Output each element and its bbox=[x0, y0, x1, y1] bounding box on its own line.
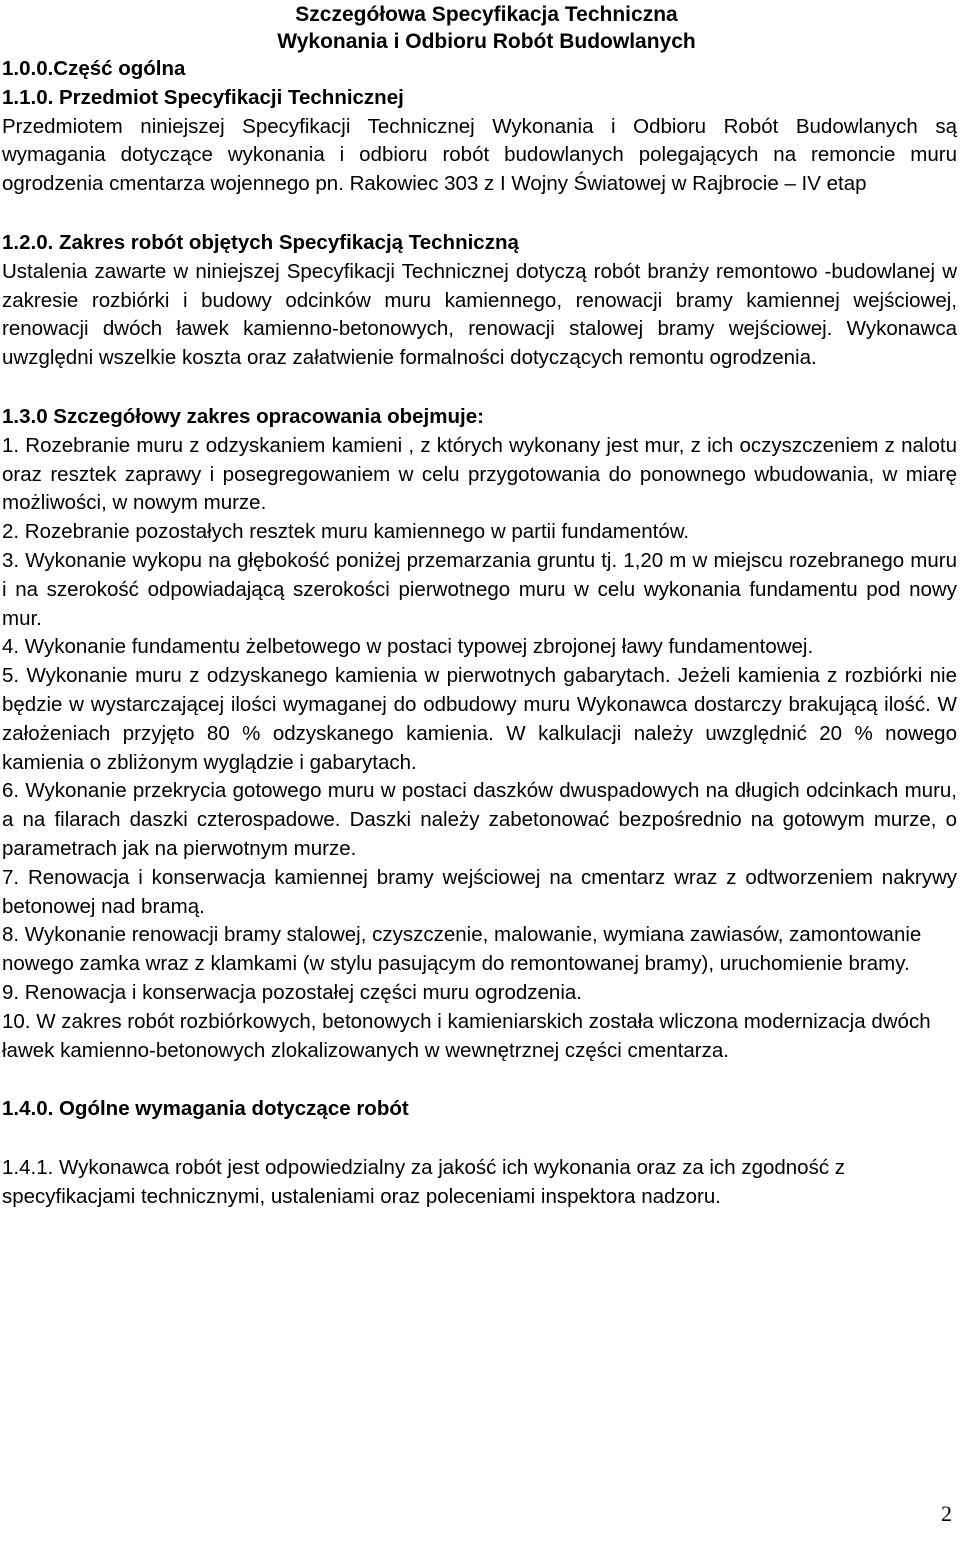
list-item: 6. Wykonanie przekrycia gotowego muru w postaci daszków dwuspadowych na długich odcinkach muru, a na filarach daszki czterospadowe. Daszki należy zabetonować bezpośrednio na gotowym murze, o parametrach jak na pierwotnym murze. bbox=[2, 779, 957, 860]
document-body bbox=[2, 0, 957, 1212]
section-1-4-heading: 1.4.0. Ogólne wymagania dotyczące robót bbox=[2, 1097, 409, 1121]
section-1-2-heading: 1.2.0. Zakres robót objętych Specyfikacją Techniczną bbox=[2, 230, 519, 254]
section-general-heading: 1.0.0.Część ogólna bbox=[2, 57, 186, 80]
list-item: 3. Wykonanie wykopu na głębokość poniżej przemarzania gruntu tj. 1,20 m w miejscu rozebranego muru i na szerokość odpowiadającą szerokości pierwotnego muru w celu wykonania fundamentu pod nowy mur. bbox=[2, 548, 957, 630]
section-1-3-heading: 1.3.0 Szczegółowy zakres opracowania obejmuje: bbox=[2, 404, 484, 428]
section-1-1-text: Przedmiotem niniejszej Specyfikacji Technicznej Wykonania i Odbioru Robót Budowlanych są wymagania dotyczące wykonania i odbioru robót budowlanych polegających na remoncie muru ogrodzenia cmentarza wojennego pn. Rakowiec 303 z I Wojny Światowej w Rajbrocie – IV etap bbox=[2, 114, 957, 196]
list-item: 2. Rozebranie pozostałych resztek muru kamiennego w partii fundamentów. bbox=[2, 520, 690, 544]
list-item: 1. Rozebranie muru z odzyskaniem kamieni , z których wykonany jest mur, z ich oczyszczeniem z nalotu oraz resztek zaprawy i posegregowaniem w celu przygotowania do ponownego wbudowania, w miarę możliwości, w nowym murze. bbox=[2, 433, 957, 515]
list-item: 5. Wykonanie muru z odzyskanego kamienia w pierwotnych gabarytach. Jeżeli kamienia z rozbiórki nie będzie w wystarczającej ilości wymaganej do odbudowy muru Wykonawca dostarczy brakującą ilość. W założeniach przyjęto 80 % odzyskanego kamienia. W kalkulacji należy uwzględnić 20 % nowego kamienia o zbliżonym wyglądzie i gabarytach. bbox=[2, 664, 957, 774]
list-item: 4. Wykonanie fundamentu żelbetowego w postaci typowej zbrojonej ławy fundamentowej. bbox=[2, 635, 814, 659]
page-number: 2 bbox=[941, 1501, 952, 1526]
list-item: 8. Wykonanie renowacji bramy stalowej, czyszczenie, malowanie, wymiana zawiasów, zamontowanie nowego zamka wraz z klamkami (w stylu pasującym do remontowanej bramy), uruchomienie bramy. bbox=[2, 923, 922, 976]
list-item: 10. W zakres robót rozbiórkowych, betonowych i kamieniarskich została wliczona modernizacja dwóch ławek kamienno-betonowych zlokalizowanych w wewnętrznej części cmentarza. bbox=[2, 1009, 931, 1062]
list-item: 7. Renowacja i konserwacja kamiennej bramy wejściowej na cmentarz wraz z odtworzeniem nakrywy betonowej nad bramą. bbox=[2, 865, 957, 918]
section-1-2-text: Ustalenia zawarte w niniejszej Specyfikacji Technicznej dotyczą robót branży remontowo -budowlanej w zakresie rozbiórki i budowy odcinków muru kamiennego, renowacji bramy kamiennej wejściowej, renowacji dwóch ławek kamienno-betonowych, renowacji stalowej bramy wejściowej. Wykonawca uwzględni wszelkie koszta oraz załatwienie formalności dotyczących remontu ogrodzenia. bbox=[2, 259, 957, 370]
title-line-2: Wykonania i Odbioru Robót Budowlanych bbox=[277, 30, 696, 53]
title-line-1: Szczegółowa Specyfikacja Techniczna bbox=[295, 3, 678, 26]
section-1-1-heading: 1.1.0. Przedmiot Specyfikacji Technicznej bbox=[2, 85, 404, 109]
section-1-4-1-text: 1.4.1. Wykonawca robót jest odpowiedzialny za jakość ich wykonania oraz za ich zgodność z specyfikacjami technicznymi, ustaleniami oraz poleceniami inspektora nadzoru. bbox=[2, 1156, 846, 1208]
list-item: 9. Renowacja i konserwacja pozostałej części muru ogrodzenia. bbox=[2, 980, 582, 1004]
document-title bbox=[2, 0, 957, 55]
